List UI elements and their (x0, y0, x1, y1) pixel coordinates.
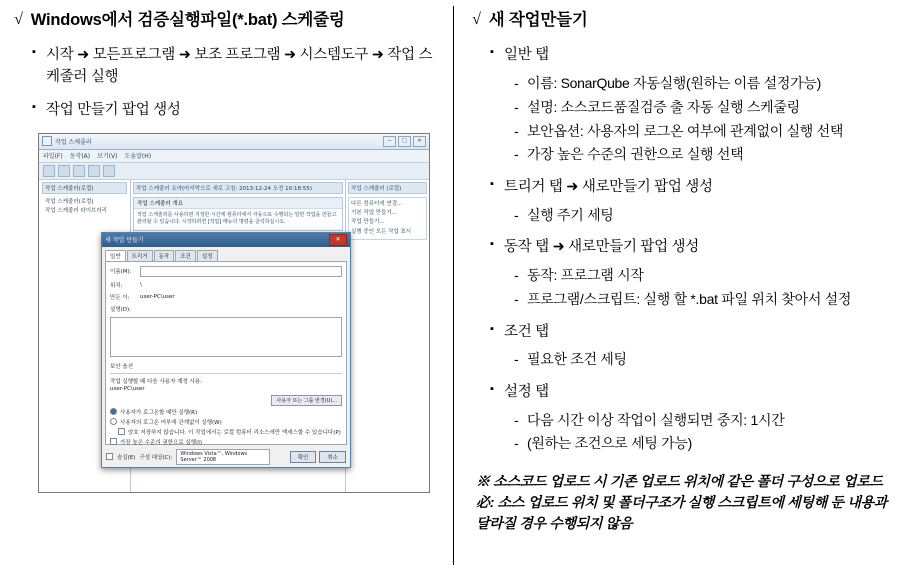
field-description-row (110, 305, 342, 313)
left-bullet-list (14, 45, 439, 121)
forward-icon[interactable] (58, 165, 70, 177)
tree-item-library[interactable]: 작업 스케줄러 라이브러리 (45, 207, 107, 214)
configure-for-select[interactable]: Windows Vista™, Windows Server™ 2008 (176, 449, 270, 465)
sub-item: - 가장 높은 수준의 권한으로 실행 선택 (514, 144, 897, 166)
menu-action[interactable]: 동작(A) (69, 153, 91, 161)
right-section-list (472, 45, 897, 455)
tree-pane-header: 작업 스케줄러(로컬) (42, 182, 127, 194)
menu-help[interactable]: 도움말(H) (124, 153, 152, 161)
actions-pane-header: 작업 스케줄러 (로컬) (348, 182, 427, 194)
check-icon: √ (472, 11, 481, 28)
section-title: 조건 탭 (504, 323, 549, 340)
action-connect[interactable]: 다른 컴퓨터에 연결... (351, 200, 403, 207)
change-user-row (110, 395, 342, 406)
sub-list (504, 349, 897, 371)
field-location-label: 위치: (110, 282, 123, 289)
radio-run-only-when-logged-on[interactable] (110, 408, 342, 416)
screenshot-menubar (39, 150, 429, 163)
tab-general[interactable]: 일반 (105, 250, 126, 261)
left-column (0, 0, 453, 571)
dialog-close-button[interactable]: ✕ (329, 234, 347, 246)
footnote: ※ 소스코드 업로드 시 기존 업로드 위치에 같은 폴더 구성으로 업로드 必: 소스 업로드 위치 및 폴더구조가 실행 스크립트에 세팅해 둔 내용과 달라질 경우 수행되지 않음 (476, 473, 888, 532)
overview-panel-text: 작업 스케줄러를 사용하면 지정한 시간에 컴퓨터에서 자동으로 수행되는 일반 작업을 만들고 관리할 수 있습니다. 시작하려면 [작업] 메뉴의 명령을 클릭하십시오. (137, 211, 337, 226)
center-pane-header: 작업 스케줄러 요약(마지막으로 새로 고침: 2013-12-24 오전 10:18:55) (133, 182, 343, 194)
sub-item: - (원하는 조건으로 세팅 가능) (514, 433, 897, 455)
location-value: \ (140, 281, 142, 288)
sub-list (504, 205, 897, 227)
section-title: 동작 탭 ➜ 새로만들기 팝업 생성 (504, 239, 699, 256)
properties-icon[interactable] (88, 165, 100, 177)
window-icon (42, 136, 52, 146)
sub-list (504, 73, 897, 166)
hidden-checkbox-icon[interactable] (106, 453, 113, 460)
check-icon: √ (14, 11, 23, 28)
sub-list (504, 410, 897, 455)
checkbox-icon (110, 438, 117, 445)
tree-item-root[interactable]: 작업 스케줄러(로컬) (45, 198, 94, 205)
sub-item: - 프로그램/스크립트: 실행 할 *.bat 파일 위치 찾아서 설정 (514, 289, 897, 311)
section-title: 일반 탭 (504, 47, 549, 64)
dialog-footer (102, 445, 350, 465)
list-item: ▪ 시작 ➜ 모든프로그램 ➜ 보조 프로그램 ➜ 시스템도구 ➜ 작업 스케줄러 실행 (32, 45, 439, 89)
tab-actions[interactable]: 동작 (154, 250, 175, 261)
sub-item: - 보안옵션: 사용자의 로그온 여부에 관계없이 실행 선택 (514, 121, 897, 143)
folder-icon[interactable] (73, 165, 85, 177)
change-user-button[interactable]: 사용자 또는 그룹 변경(U)... (271, 395, 342, 406)
checkbox-label: 가장 높은 수준의 권한으로 실행(I) (120, 439, 202, 446)
screenshot-titlebar (39, 134, 429, 150)
action-display-running-tasks[interactable]: 실행 중인 모든 작업 표시 (351, 228, 412, 235)
close-button[interactable]: ✕ (413, 136, 426, 147)
field-name-row (110, 266, 342, 277)
checkbox-do-not-store-password[interactable] (110, 428, 342, 436)
list-item (490, 45, 897, 166)
sub-list (504, 265, 897, 310)
field-author-row (110, 293, 342, 301)
security-account-value: user-PC\user (110, 385, 145, 392)
cancel-button[interactable]: 취소 (319, 451, 346, 463)
minimize-button[interactable]: ─ (383, 136, 396, 147)
checkbox-label: 암호 저장하지 않습니다. 이 작업에서는 로컬 컴퓨터 리소스에만 액세스할 수 있습니다(P) (128, 429, 341, 436)
list-item (490, 322, 897, 371)
action-create-basic-task[interactable]: 기본 작업 만들기... (351, 210, 397, 217)
task-scheduler-screenshot (38, 133, 430, 493)
list-item: ▪ 작업 만들기 팝업 생성 (32, 100, 439, 122)
overview-panel-title: 작업 스케줄러 개요 (134, 198, 342, 209)
checkbox-icon (118, 428, 125, 435)
window-controls (383, 136, 426, 147)
screenshot-toolbar (39, 163, 429, 180)
hidden-checkbox-label: 숨김(E) (117, 454, 136, 461)
security-account-label: 작업 실행할 때 다음 사용자 계정 사용: (110, 378, 203, 385)
configure-for-label: 구성 대상(C): (139, 454, 173, 461)
field-description-label: 설명(D): (110, 306, 132, 313)
ok-button[interactable]: 확인 (290, 451, 317, 463)
maximize-button[interactable]: □ (398, 136, 411, 147)
field-location-row (110, 281, 342, 289)
divider (110, 373, 342, 374)
radio-icon (110, 408, 117, 415)
radio-label: 사용자가 로그온할 때만 실행(R) (120, 409, 198, 416)
actions-pane (345, 180, 429, 493)
help-icon[interactable] (103, 165, 115, 177)
radio-label: 사용자의 로그온 여부에 관계없이 실행(W) (120, 419, 222, 426)
sub-item: - 이름: SonarQube 자동실행(원하는 이름 설정가능) (514, 73, 897, 95)
dialog-tabs (102, 247, 350, 261)
field-author-label: 만든 이: (110, 294, 130, 301)
list-item (490, 177, 897, 226)
tab-conditions[interactable]: 조건 (175, 250, 196, 261)
tab-triggers[interactable]: 트리거 (127, 250, 153, 261)
left-heading-text: Windows에서 검증실행파일(*.bat) 스케줄링 (30, 11, 345, 29)
radio-run-whether-logged-on-or-not[interactable] (110, 418, 342, 426)
screenshot-window-title: 작업 스케줄러 (55, 138, 92, 146)
right-column (454, 0, 909, 571)
action-create-task[interactable]: 작업 만들기... (351, 219, 385, 226)
sub-item: - 동작: 프로그램 시작 (514, 265, 897, 287)
field-name-label: 이름(M): (110, 269, 132, 276)
radio-icon (110, 418, 117, 425)
author-value: user-PC\user (140, 293, 175, 300)
section-title: 설정 탭 (504, 383, 549, 400)
section-title: 트리거 탭 ➜ 새로만들기 팝업 생성 (504, 178, 713, 195)
security-options-title: 보안 옵션 (110, 363, 134, 370)
dialog-titlebar (102, 233, 350, 247)
back-icon[interactable] (43, 165, 55, 177)
sub-item: - 다음 시간 이상 작업이 실행되면 중지: 1시간 (514, 410, 897, 432)
sub-item: - 필요한 조건 세팅 (514, 349, 897, 371)
menu-file[interactable]: 파일(F) (43, 153, 63, 161)
dialog-buttons (290, 451, 346, 463)
dialog-title: 새 작업 만들기 (105, 237, 144, 245)
list-item (490, 382, 897, 455)
sub-item: - 실행 주기 세팅 (514, 205, 897, 227)
create-task-dialog (101, 232, 351, 468)
list-item (490, 237, 897, 310)
description-textarea[interactable] (110, 317, 342, 357)
sub-item: - 설명: 소스코드품질검증 출 자동 실행 스케줄링 (514, 97, 897, 119)
left-heading (14, 10, 439, 31)
dialog-body (105, 261, 347, 445)
right-heading-text: 새 작업만들기 (488, 11, 588, 29)
tab-settings[interactable]: 설정 (197, 250, 218, 261)
right-heading (472, 10, 897, 31)
name-input[interactable] (140, 266, 342, 277)
actions-group (348, 197, 427, 240)
overview-panel (133, 197, 343, 232)
menu-view[interactable]: 보기(V) (97, 153, 118, 161)
